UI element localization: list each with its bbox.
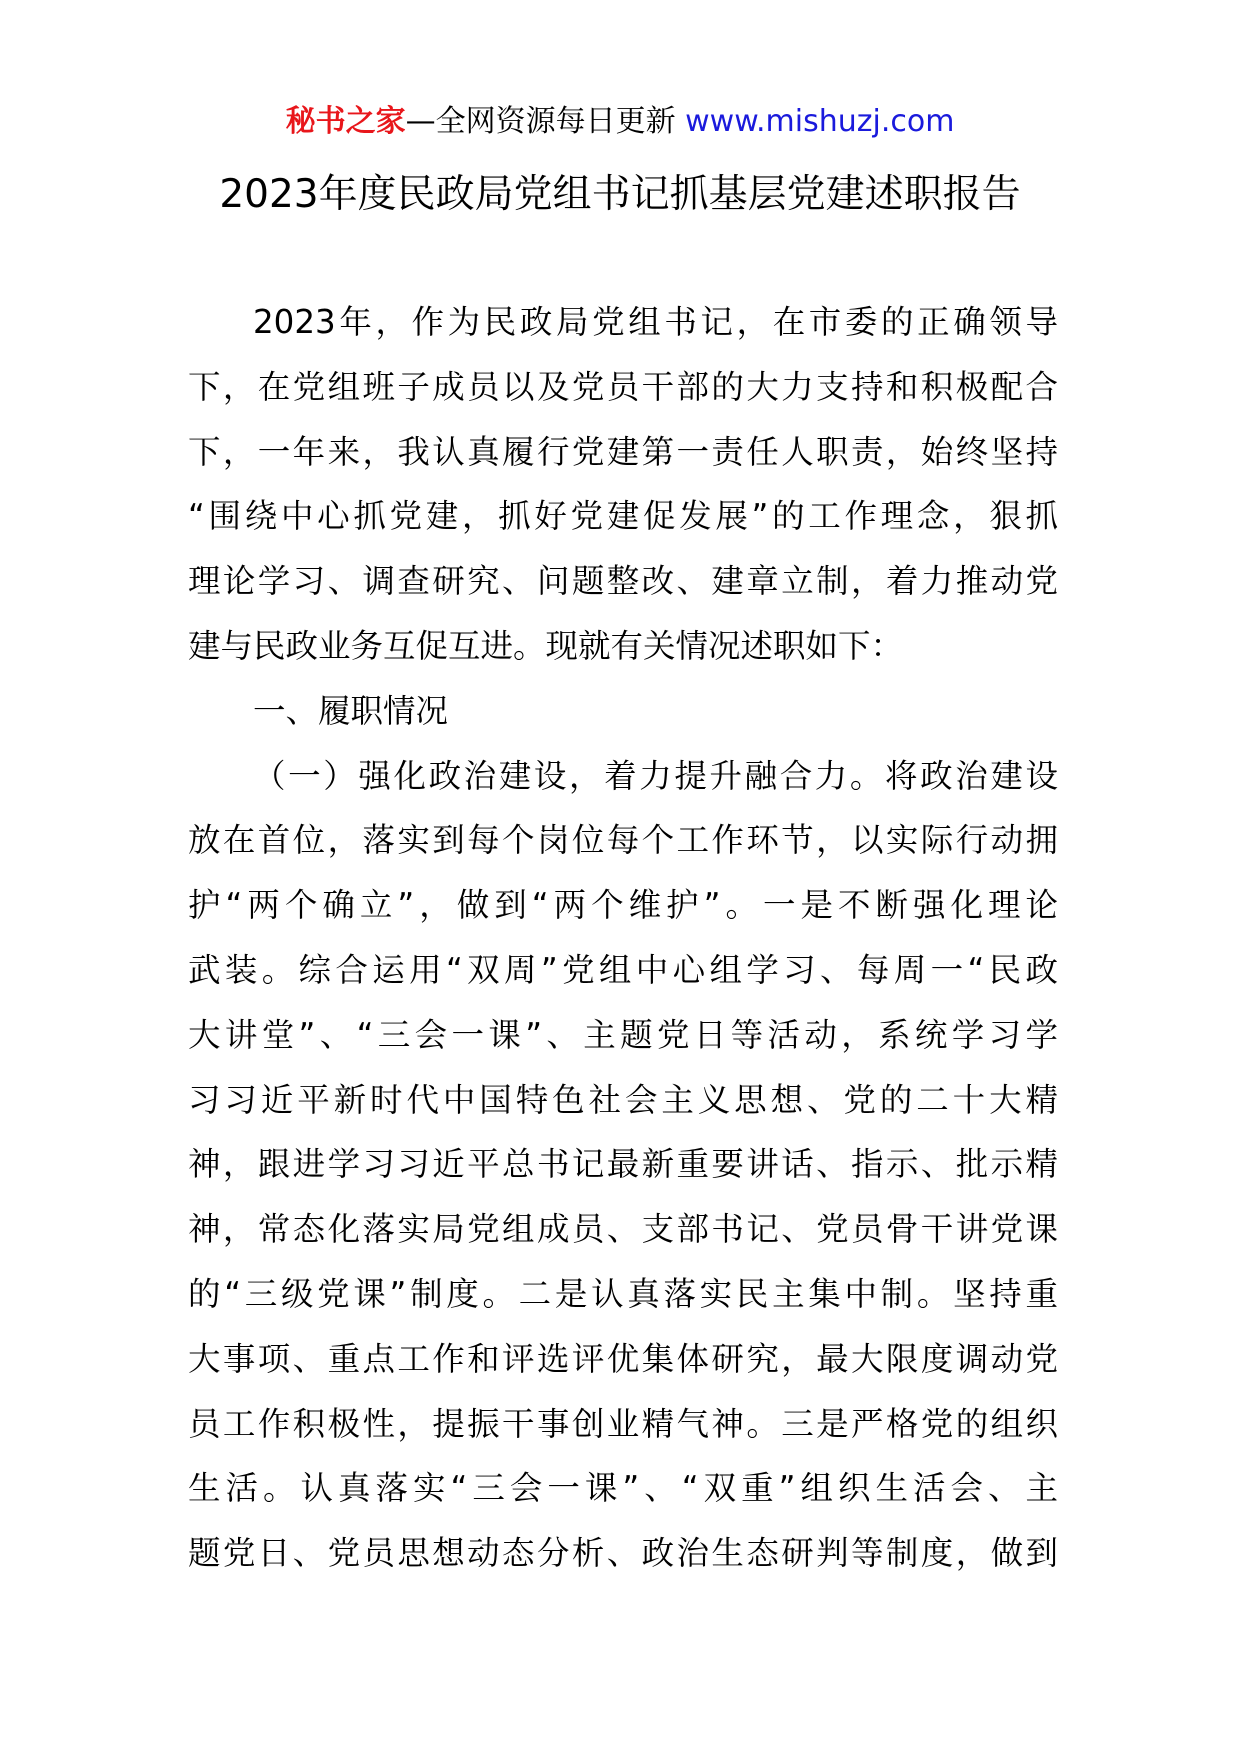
paragraph-line: 2023年，作为民政局党组书记，在市委的正确领导 bbox=[253, 303, 1058, 341]
page-header bbox=[0, 100, 1240, 144]
document-body bbox=[188, 290, 1058, 1586]
document-title: 2023年度民政局党组书记抓基层党建述职报告 bbox=[219, 172, 1021, 217]
header-slogan: —全网资源每日更新 bbox=[405, 104, 676, 139]
paragraph-line: 下，一年来，我认真履行党建第一责任人职责，始终坚持 bbox=[188, 432, 1058, 471]
website-link[interactable]: www.mishuzj.com bbox=[685, 104, 955, 139]
section-heading: 一、履职情况 bbox=[253, 691, 449, 730]
paragraph-line: 下，在党组班子成员以及党员干部的大力支持和积极配合 bbox=[188, 367, 1058, 406]
paragraph-line: 大讲堂”、“三会一课”、主题党日等活动，系统学习学 bbox=[188, 1015, 1058, 1054]
paragraph-line: 放在首位，落实到每个岗位每个工作环节，以实际行动拥 bbox=[188, 821, 1058, 860]
paragraph-line: 生活。认真落实“三会一课”、“双重”组织生活会、主 bbox=[188, 1469, 1058, 1508]
paragraph-line: 神，跟进学习习近平总书记最新重要讲话、指示、批示精 bbox=[188, 1145, 1058, 1184]
paragraph-line: 建与民政业务互促互进。现就有关情况述职如下： bbox=[188, 626, 904, 665]
paragraph-line: 理论学习、调查研究、问题整改、建章立制，着力推动党 bbox=[188, 562, 1058, 601]
paragraph-line: 大事项、重点工作和评选评优集体研究，最大限度调动党 bbox=[188, 1339, 1058, 1378]
brand-name: 秘书之家 bbox=[285, 104, 406, 139]
paragraph-line: “围绕中心抓党建，抓好党建促发展”的工作理念，狠抓 bbox=[188, 497, 1058, 536]
paragraph-line: （一）强化政治建设，着力提升融合力。将政治建设 bbox=[253, 756, 1058, 795]
paragraph-line: 的“三级党课”制度。二是认真落实民主集中制。坚持重 bbox=[188, 1274, 1058, 1313]
paragraph-line: 护“两个确立”，做到“两个维护”。一是不断强化理论 bbox=[188, 886, 1058, 925]
paragraph-line: 习习近平新时代中国特色社会主义思想、党的二十大精 bbox=[188, 1080, 1058, 1119]
paragraph-line: 员工作积极性，提振干事创业精气神。三是严格党的组织 bbox=[188, 1404, 1058, 1443]
paragraph-line: 神，常态化落实局党组成员、支部书记、党员骨干讲党课 bbox=[188, 1210, 1058, 1249]
paragraph-line: 武装。综合运用“双周”党组中心组学习、每周一“民政 bbox=[188, 950, 1058, 989]
paragraph-line: 题党日、党员思想动态分析、政治生态研判等制度，做到 bbox=[188, 1534, 1058, 1573]
